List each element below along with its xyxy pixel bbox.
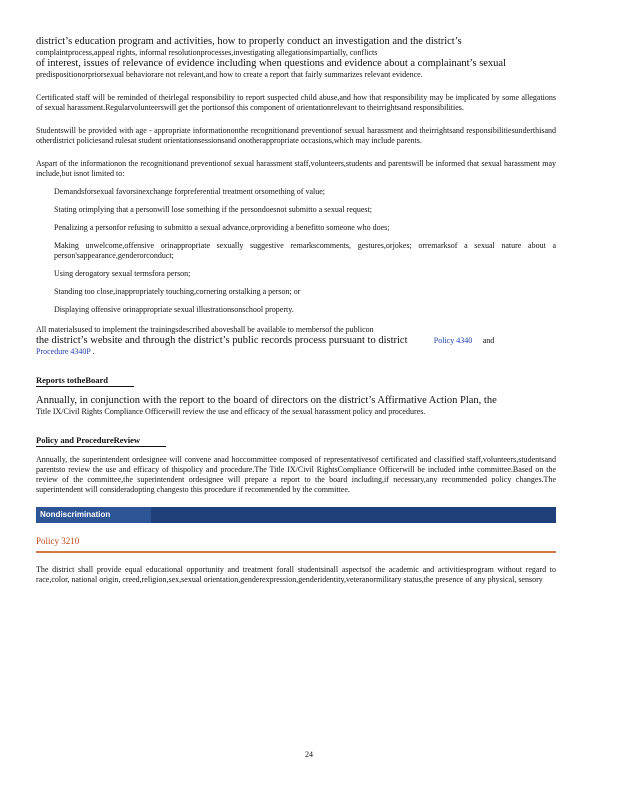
section-policy-review: [36, 430, 556, 495]
policy-reference: Policy 3210: [36, 536, 80, 546]
list-item: Standing too close,inappropriately touching,cornering orstalking a person; or: [36, 287, 556, 297]
paragraph-harassment-intro: Aspart of the informationon the recognitionand preventionof sexual harassment staff,volunteers,students and parentswill be informed that sexual harassment may include,but isnot limited to:: [36, 159, 556, 178]
procedure-4340p-link[interactable]: Procedure 4340P: [36, 347, 91, 356]
bullet-icon: [36, 205, 54, 215]
list-item: Using derogatory sexual termsfora person;: [36, 269, 556, 279]
paragraph-students: Studentswill be provided with age - appropriate informationonthe recognitionand preventionof sexual harassment and theirrightsand responsibilitiesunderthisand otherdistrict policiesand rulesat student orientationsessionsand onotherappropriate occasions,which may include parents.: [36, 126, 556, 145]
text-line: Title IX/Civil Rights Compliance Officerwill review the use and efficacy of the sexual harassment policy and procedures.: [36, 407, 426, 416]
text-line: Procedure 4340P .: [36, 347, 95, 356]
text-line: district’s education program and activities, how to properly conduct an investigation and the district’s: [36, 36, 462, 47]
list-item: Displaying offensive orinappropriate sexual illustrationsonschool property.: [36, 305, 556, 315]
section-banner: [36, 507, 556, 523]
text-block: Annually, the superintendent ordesignee will convene anad hoccommittee composed of representativesof certificated and classified staff,volunteers,studentsand parentsto review the use and efficacy of thispolicy and procedure.The Title IX/Civil RightsCompliance Officerwill be included inthe committee.Based on the review of the committee,the superintendent ordesignee will prepare a report to the board including,if necessary,any recommended policy changes.The superintendent will consideradopting changesto this procedure if recommended by the committee.: [36, 455, 556, 494]
document-page: [36, 36, 556, 585]
section-reports-to-board: [36, 370, 556, 417]
text-line: All materialsused to implement the trainingsdescribed aboveshall be available to membersof the publicon: [36, 325, 374, 334]
list-item: Demandsforsexual favorsinexchange forpreferential treatment orsomething of value;: [36, 187, 556, 197]
divider: [36, 551, 556, 553]
bullet-icon: [36, 269, 54, 279]
text-line: Annually, in conjunction with the report to the board of directors on the district’s Affirmative Action Plan, the: [36, 395, 497, 406]
paragraph-materials: [36, 325, 556, 357]
bullet-icon: [36, 287, 54, 297]
bullet-icon: [36, 241, 54, 261]
policy-4340-link[interactable]: Policy 4340: [433, 336, 473, 345]
paragraph-training-topics: [36, 36, 556, 80]
section-heading: Policy and ProcedureReview: [36, 435, 166, 447]
harassment-examples-list: [36, 187, 556, 315]
list-item: Penalizing a personfor refusing to submitto a sexual advance,orproviding a benefitto someone who does;: [36, 223, 556, 233]
bullet-icon: [36, 223, 54, 233]
banner-title: Nondiscrimination: [40, 510, 111, 519]
paragraph-nondiscrimination: The district shall provide equal educational opportunity and treatment forall studentsinall aspectsof the academic and activitiesprogram without regard to race,color, national origin, creed,religion,sex,sexual orientation,genderexpression,genderidentity,veteranormilitary status,the presence of any physical, sensory: [36, 565, 556, 584]
paragraph-certificated-staff: Certificated staff will be reminded of theirlegal responsibility to report suspected child abuse,and how that responsibility may be implicated by some allegations of sexual harassment.Regularvolunteerswill get the portionsof this component of orientationrelevant to theirrightsand responsibilities.: [36, 93, 556, 112]
list-item: Making unwelcome,offensive orinappropriate sexually suggestive remarkscomments, gestures,orjokes; orremarksof a sexual nature about a person'sappearance,genderorconduct;: [36, 241, 556, 261]
text-line: complaintprocess,appeal rights, informal resolutionprocesses,investigating allegationsimpartially, conflicts: [36, 48, 378, 57]
page-number: 24: [305, 750, 313, 759]
bullet-icon: [36, 187, 54, 197]
text-line: the district’s website and through the district’s public records process pursuant to district Policy 4340 and: [36, 335, 495, 346]
list-item: Stating orimplying that a personwill lose something if the persondoesnot submitto a sexual request;: [36, 205, 556, 215]
bullet-icon: [36, 305, 54, 315]
text-line: predispositionorpriorsexual behaviorare not relevant,and how to create a report that fairly summarizes relevant evidence.: [36, 70, 423, 79]
text-line: of interest, issues of relevance of evidence including when questions and evidence about a complainant’s sexual: [36, 58, 507, 69]
section-heading: Reports totheBoard: [36, 375, 134, 387]
